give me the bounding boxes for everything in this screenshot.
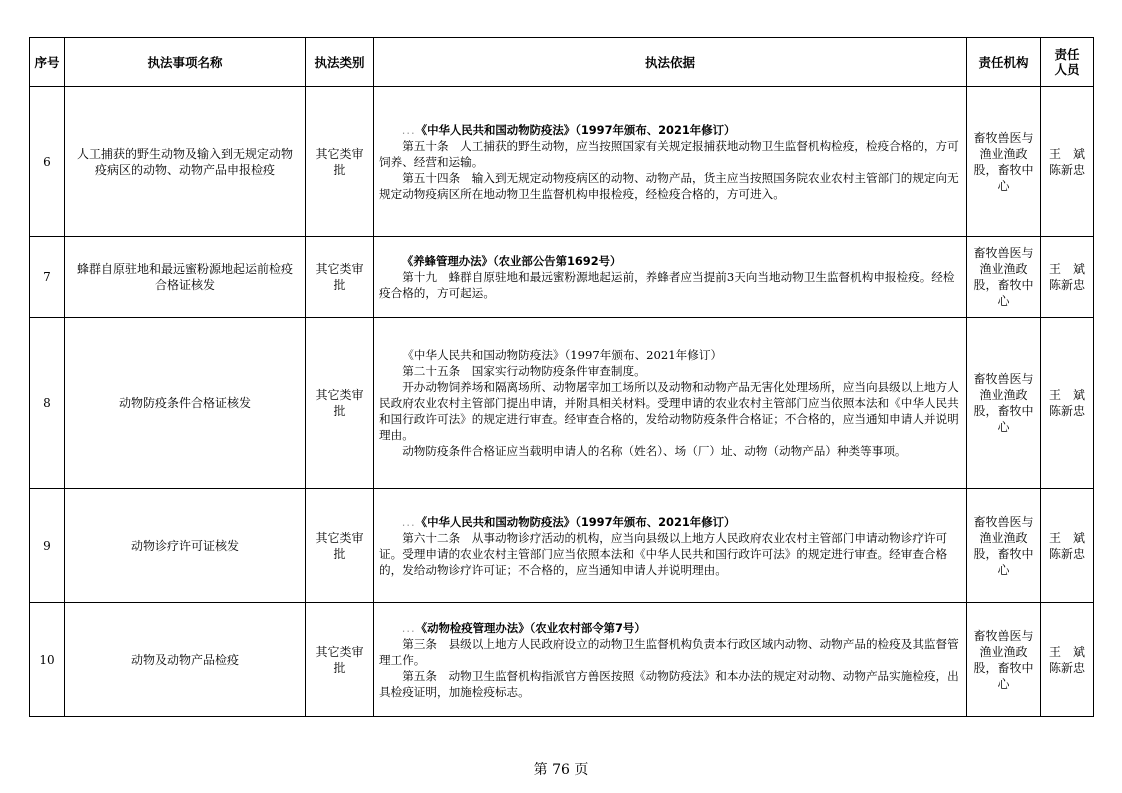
table-row — [30, 318, 1094, 489]
row-number: 9 — [30, 489, 65, 603]
basis-law-title — [379, 514, 961, 530]
item-type: 其它类审批 — [306, 603, 374, 717]
table-row — [30, 489, 1094, 603]
header-name: 执法事项名称 — [65, 38, 306, 87]
header-basis: 执法依据 — [374, 38, 967, 87]
basis-law-title — [379, 253, 961, 269]
basis-clause — [379, 170, 961, 202]
item-type: 其它类审批 — [306, 87, 374, 237]
responsible-persons — [1041, 318, 1094, 489]
row-number: 6 — [30, 87, 65, 237]
item-name: 人工捕获的野生动物及输入到无规定动物疫病区的动物、动物产品申报检疫 — [65, 87, 306, 237]
legal-basis — [374, 603, 967, 717]
item-name: 动物诊疗许可证核发 — [65, 489, 306, 603]
basis-text: 第十九 蜂群自原驻地和最远蜜粉源地起运前，养蜂者应当提前3天向当地动物卫生监督机构申报检疫。经检疫合格的，方可起运。 — [379, 270, 955, 300]
item-type: 其它类审批 — [306, 489, 374, 603]
basis-law-title — [379, 122, 961, 138]
basis-text: 第二十五条 国家实行动物防疫条件审查制度。 — [402, 364, 646, 378]
table-row — [30, 603, 1094, 717]
enforcement-table — [29, 37, 1094, 717]
row-number: 7 — [30, 237, 65, 318]
basis-clause — [379, 363, 961, 379]
basis-text: 动物防疫条件合格证应当载明申请人的名称（姓名）、场（厂）址、动物（动物产品）种类等事项。 — [402, 444, 907, 458]
person-name: 王 斌 — [1048, 146, 1085, 161]
basis-text: 第五条 动物卫生监督机构指派官方兽医按照《动物防疫法》和本办法的规定对动物、动物产品实施检疫，出具检疫证明，加施检疫标志。 — [379, 668, 959, 699]
person-name: 陈新忠 — [1048, 278, 1085, 292]
leader-dots: ... — [401, 620, 416, 635]
item-type: 其它类审批 — [306, 318, 374, 489]
basis-text: 《中华人民共和国动物防疫法》（1997年颁布、2021年修订） — [402, 348, 723, 362]
item-name: 动物防疫条件合格证核发 — [65, 318, 306, 489]
header-person — [1041, 38, 1094, 87]
basis-text: 第五十条 人工捕获的野生动物，应当按照国家有关规定报捕获地动物卫生监督机构检疫，检疫合格的，方可饲养、经营和运输。 — [379, 138, 959, 169]
responsible-org: 畜牧兽医与渔业渔政股，畜牧中心 — [967, 318, 1041, 489]
person-name: 王 斌 — [1048, 262, 1085, 276]
basis-clause — [379, 379, 961, 443]
basis-clause — [379, 138, 961, 170]
person-name: 王 斌 — [1048, 388, 1085, 402]
legal-basis — [374, 87, 967, 237]
table-row — [30, 87, 1094, 237]
legal-basis — [374, 489, 967, 603]
responsible-org: 畜牧兽医与渔业渔政股，畜牧中心 — [967, 237, 1041, 318]
responsible-org: 畜牧兽医与渔业渔政股，畜牧中心 — [967, 87, 1041, 237]
person-name: 陈新忠 — [1048, 404, 1085, 418]
header-row — [30, 38, 1094, 87]
item-name: 蜂群自原驻地和最远蜜粉源地起运前检疫合格证核发 — [65, 237, 306, 318]
header-person-line-1: 责任 — [1054, 47, 1080, 62]
row-number: 8 — [30, 318, 65, 489]
responsible-persons — [1041, 603, 1094, 717]
leader-dots: ... — [401, 122, 416, 137]
basis-text: 《中华人民共和国动物防疫法》（1997年颁布、2021年修订） — [415, 122, 736, 137]
responsible-persons — [1041, 489, 1094, 603]
basis-text: 《中华人民共和国动物防疫法》（1997年颁布、2021年修订） — [415, 514, 736, 529]
basis-clause — [379, 530, 961, 578]
basis-clause — [379, 443, 961, 459]
leader-dots: ... — [401, 514, 416, 529]
row-number: 10 — [30, 603, 65, 717]
legal-basis — [374, 318, 967, 489]
person-name: 王 斌 — [1048, 644, 1085, 659]
basis-text: 第三条 县级以上地方人民政府设立的动物卫生监督机构负责本行政区域内动物、动物产品的检疫及其监督管理工作。 — [379, 636, 959, 667]
basis-text: 开办动物饲养场和隔离场所、动物屠宰加工场所以及动物和动物产品无害化处理场所，应当向县级以上地方人民政府农业农村主管部门提出申请，并附具相关材料。受理申请的农业农村主管部门应当依照本法和《中华人民共和国行政许可法》的规定进行审查。经审查合格的，发给动物防疫条件合格证；不合格的，应当通知申请人并说明理由。 — [379, 380, 959, 442]
legal-basis — [374, 237, 967, 318]
header-type: 执法类别 — [306, 38, 374, 87]
person-name: 王 斌 — [1048, 530, 1085, 545]
item-name: 动物及动物产品检疫 — [65, 603, 306, 717]
responsible-persons — [1041, 237, 1094, 318]
item-type: 其它类审批 — [306, 237, 374, 318]
basis-law-title — [379, 620, 961, 636]
basis-clause — [379, 636, 961, 668]
page-number: 第 76 页 — [533, 762, 589, 778]
responsible-org: 畜牧兽医与渔业渔政股，畜牧中心 — [967, 603, 1041, 717]
basis-clause — [379, 269, 961, 301]
basis-text: 第五十四条 输入到无规定动物疫病区的动物、动物产品，货主应当按照国务院农业农村主管部门的规定向无规定动物疫病区所在地动物卫生监督机构申报检疫，经检疫合格的，方可进入。 — [379, 170, 959, 201]
basis-clause — [379, 668, 961, 700]
basis-text: 第六十二条 从事动物诊疗活动的机构，应当向县级以上地方人民政府农业农村主管部门申请动物诊疗许可证。受理申请的农业农村主管部门应当依照本法和《中华人民共和国行政许可法》的规定进行审查。经审查合格的，发给动物诊疗许可证；不合格的，应当通知申请人并说明理由。 — [379, 530, 948, 577]
basis-text: 《动物检疫管理办法》（农业农村部令第7号） — [415, 620, 646, 635]
header-no: 序号 — [30, 38, 65, 87]
basis-clause — [379, 347, 961, 363]
header-org: 责任机构 — [967, 38, 1041, 87]
responsible-org: 畜牧兽医与渔业渔政股，畜牧中心 — [967, 489, 1041, 603]
table-row — [30, 237, 1094, 318]
person-name: 陈新忠 — [1048, 660, 1085, 675]
responsible-persons — [1041, 87, 1094, 237]
person-name: 陈新忠 — [1048, 162, 1085, 177]
person-name: 陈新忠 — [1048, 546, 1085, 561]
basis-text: 《养蜂管理办法》（农业部公告第1692号） — [401, 254, 622, 268]
header-person-line-2: 人员 — [1054, 62, 1080, 77]
